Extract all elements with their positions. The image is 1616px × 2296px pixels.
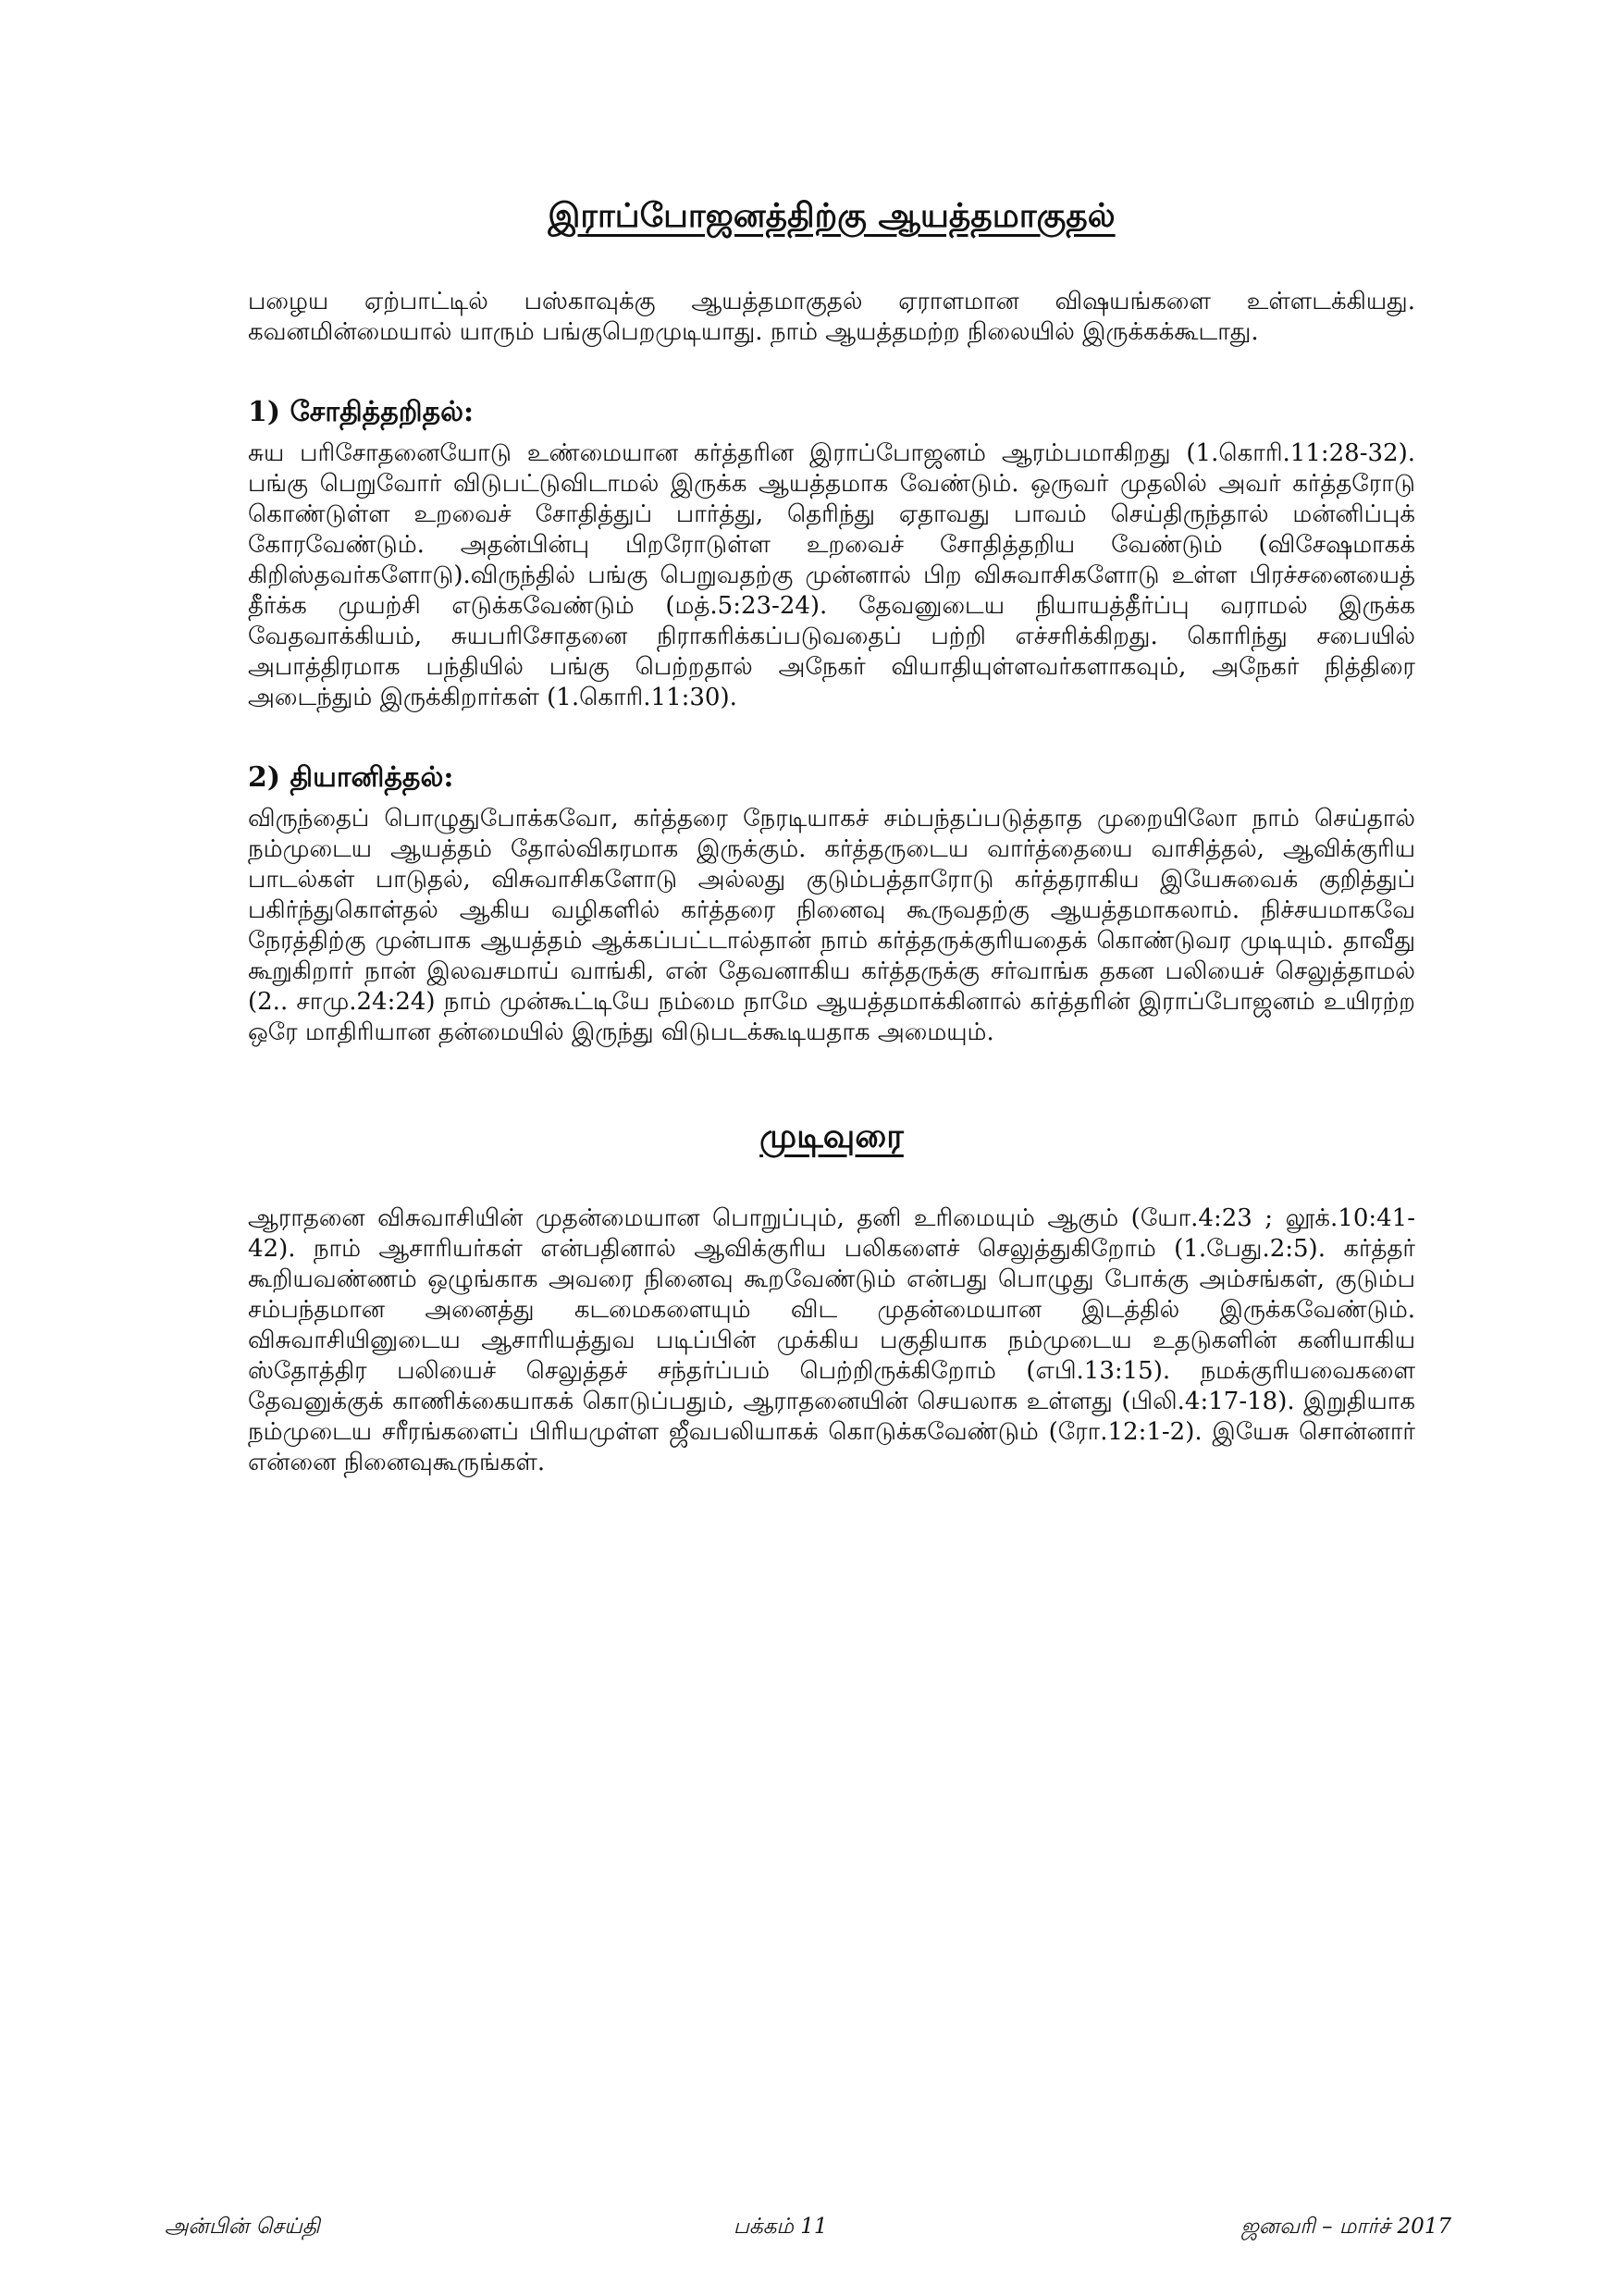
section-body-examination: சுய பரிசோதனையோடு உண்மையான கர்த்தரின இராப்போஜனம் ஆரம்பமாகிறது (1.கொரி.11:28-32). பங்கு பெறுவோர் விடுபட்டுவிடாமல் இருக்க ஆயத்தமாக வேண்டும். ஒருவர் முதலில் அவர் கர்த்தரோடு கொண்டுள்ள உறவைச் சோதித்துப் பார்த்து, தெரிந்து ஏதாவது பாவம் செய்திருந்தால் மன்னிப்புக் கோரவேண்டும். அதன்பின்பு பிறரோடுள்ள உறவைச் சோதித்தறிய வேண்டும் (விசேஷமாகக் கிறிஸ்தவர்களோடு).விருந்தில் பங்கு பெறுவதற்கு முன்னால் பிற விசுவாசிகளோடு உள்ள பிரச்சனையைத் தீர்க்க முயற்சி எடுக்கவேண்டும் (மத்.5:23-24). தேவனுடைய நியாயத்தீர்ப்பு வராமல் இருக்க வேதவாக்கியம், சுயபரிசோதனை நிராகரிக்கப்படுவதைப் பற்றி எச்சரிக்கிறது. கொரிந்து சபையில் அபாத்திரமாக பந்தியில் பங்கு பெற்றதால் அநேகர் வியாதியுள்ளவர்களாகவும், அநேகர் நித்திரை அடைந்தும் இருக்கிறார்கள் (1.கொரி.11:30). bbox=[248, 439, 1415, 711]
conclusion-title: முடிவுரை bbox=[759, 1117, 904, 1155]
section-meditation bbox=[248, 759, 1415, 1048]
section-examination bbox=[248, 394, 1415, 713]
conclusion-section bbox=[248, 1113, 1415, 1478]
conclusion-body: ஆராதனை விசுவாசியின் முதன்மையான பொறுப்பும், தனி உரிமையும் ஆகும் (யோ.4:23 ; லூக்.10:41-42). நாம் ஆசாரியர்கள் என்பதினால் ஆவிக்குரிய பலிகளைச் செலுத்துகிறோம் (1.பேது.2:5). கர்த்தர் கூறியவண்ணம் ஒழுங்காக அவரை நினைவு கூறவேண்டும் என்பது பொழுது போக்கு அம்சங்கள், குடும்ப சம்பந்தமான அனைத்து கடமைகளையும் விட முதன்மையான இடத்தில் இருக்கவேண்டும். விசுவாசியினுடைய ஆசாரியத்துவ படிப்பின் முக்கிய பகுதியாக நம்முடைய உதடுகளின் கனியாகிய ஸ்தோத்திர பலியைச் செலுத்தச் சந்தர்ப்பம் பெற்றிருக்கிறோம் (எபி.13:15). நமக்குரியவைகளை தேவனுக்குக் காணிக்கையாகக் கொடுப்பதும், ஆராதனையின் செயலாக உள்ளது (பிலி.4:17-18). இறுதியாக நம்முடைய சரீரங்களைப் பிரியமுள்ள ஜீவபலியாகக் கொடுக்கவேண்டும் (ரோ.12:1-2). இயேசு சொன்னார் என்னை நினைவுகூருங்கள். bbox=[248, 1204, 1415, 1476]
article-content bbox=[248, 192, 1415, 1478]
section-heading-examination: 1) சோதித்தறிதல்: bbox=[248, 396, 475, 428]
section-heading-meditation: 2) தியானித்தல்: bbox=[248, 761, 454, 794]
section-body-meditation: விருந்தைப் பொழுதுபோக்கவோ, கர்த்தரை நேரடியாகச் சம்பந்தப்படுத்தாத முறையிலோ நாம் செய்தால் நம்முடைய ஆயத்தம் தோல்விகரமாக இருக்கும். கர்த்தருடைய வார்த்தையை வாசித்தல், ஆவிக்குரிய பாடல்கள் பாடுதல், விசுவாசிகளோடு அல்லது குடும்பத்தாரோடு கர்த்தராகிய இயேசுவைக் குறித்துப் பகிர்ந்துகொள்தல் ஆகிய வழிகளில் கர்த்தரை நினைவு கூருவதற்கு ஆயத்தமாகலாம். நிச்சயமாகவே நேரத்திற்கு முன்பாக ஆயத்தம் ஆக்கப்பட்டால்தான் நாம் கர்த்தருக்குரியதைக் கொண்டுவர முடியும். தாவீது கூறுகிறார் நான் இலவசமாய் வாங்கி, என் தேவனாகிய கர்த்தருக்கு சர்வாங்க தகன பலியைச் செலுத்தாமல் (2.. சாமு.24:24) நாம் முன்கூட்டியே நம்மை நாமே ஆயத்தமாக்கினால் கர்த்தரின் இராப்போஜனம் உயிரற்ற ஒரே மாதிரியான தன்மையில் இருந்து விடுபடக்கூடியதாக அமையும். bbox=[248, 805, 1415, 1046]
footer-publication-name: அன்பின் செய்தி bbox=[165, 2214, 320, 2239]
page-footer bbox=[165, 2211, 1451, 2244]
intro-paragraph: பழைய ஏற்பாட்டில் பஸ்காவுக்கு ஆயத்தமாகுதல் ஏராளமான விஷயங்களை உள்ளடக்கியது. கவனமின்மையால் யாரும் பங்குபெறமுடியாது. நாம் ஆயத்தமற்ற நிலையில் இருக்கக்கூடாது. bbox=[248, 288, 1415, 346]
footer-issue-date: ஜனவரி – மார்ச் 2017 bbox=[1240, 2214, 1451, 2239]
footer-page-number: பக்கம் 11 bbox=[733, 2214, 828, 2239]
page-title: இராப்போஜனத்திற்கு ஆயத்தமாகுதல் bbox=[548, 196, 1116, 235]
